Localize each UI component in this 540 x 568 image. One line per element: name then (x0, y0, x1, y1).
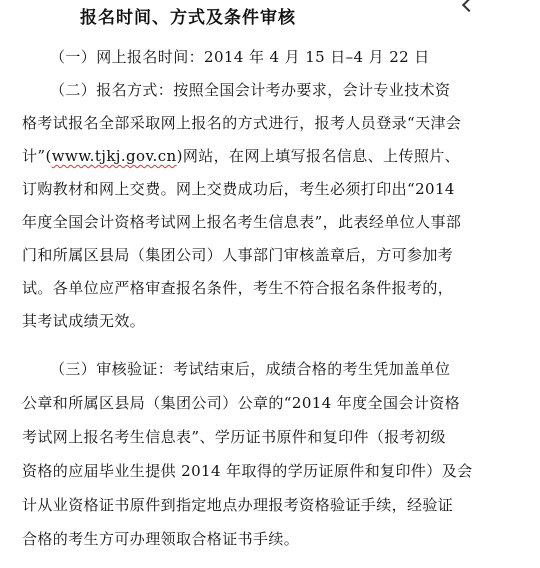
text-fragment: )网站，在网上填写报名信息、上传照片、 (176, 147, 461, 165)
registration-time-line: （一）网上报名时间：2014 年 4 月 15 日–4 月 22 日 (50, 48, 430, 66)
verification-line-5: 计从业资格证书原件到指定地点办理报考资格验证手续，经验证 (22, 496, 454, 514)
verification-line-4: 资格的应届毕业生提供 2014 年取得的学历证原件和复印件）及会 (22, 462, 473, 480)
registration-method-line-7: 试。各单位应严格审查报名条件，考生不符合报名条件报考的， (22, 279, 454, 297)
verification-line-3: 考试网上报名考生信息表”、学历证书原件和复印件（报考初级 (22, 428, 446, 446)
text-fragment: 计”( (22, 147, 52, 165)
corner-marker-icon (462, 0, 476, 12)
registration-method-line-4: 订购教材和网上交费。网上交费成功后，考生必须打印出“2014 (22, 180, 455, 198)
registration-method-line-1: （二）报名方式：按照全国会计考办要求，会计专业技术资 (50, 81, 451, 99)
verification-line-2: 公章和所属区县局（集团公司）公章的“2014 年度全国会计资格 (22, 394, 461, 412)
verification-line-1: （三）审核验证：考试结束后，成绩合格的考生凭加盖单位 (50, 360, 451, 378)
verification-line-6: 合格的考生方可办理领取合格证书手续。 (22, 530, 300, 548)
website-url: www.tjkj.gov.cn (51, 147, 177, 165)
section-heading: 报名时间、方式及条件审核 (80, 8, 296, 28)
registration-method-line-8: 其考试成绩无效。 (22, 312, 146, 330)
registration-method-line-2: 格考试报名全部采取网上报名的方式进行，报考人员登录“天津会 (22, 114, 462, 132)
registration-method-line-6: 门和所属区县局（集团公司）人事部门审核盖章后，方可参加考 (22, 246, 454, 264)
registration-method-line-3 (22, 145, 460, 167)
registration-method-line-5: 年度全国会计资格考试网上报名考生信息表”，此表经单位人事部 (22, 213, 462, 231)
